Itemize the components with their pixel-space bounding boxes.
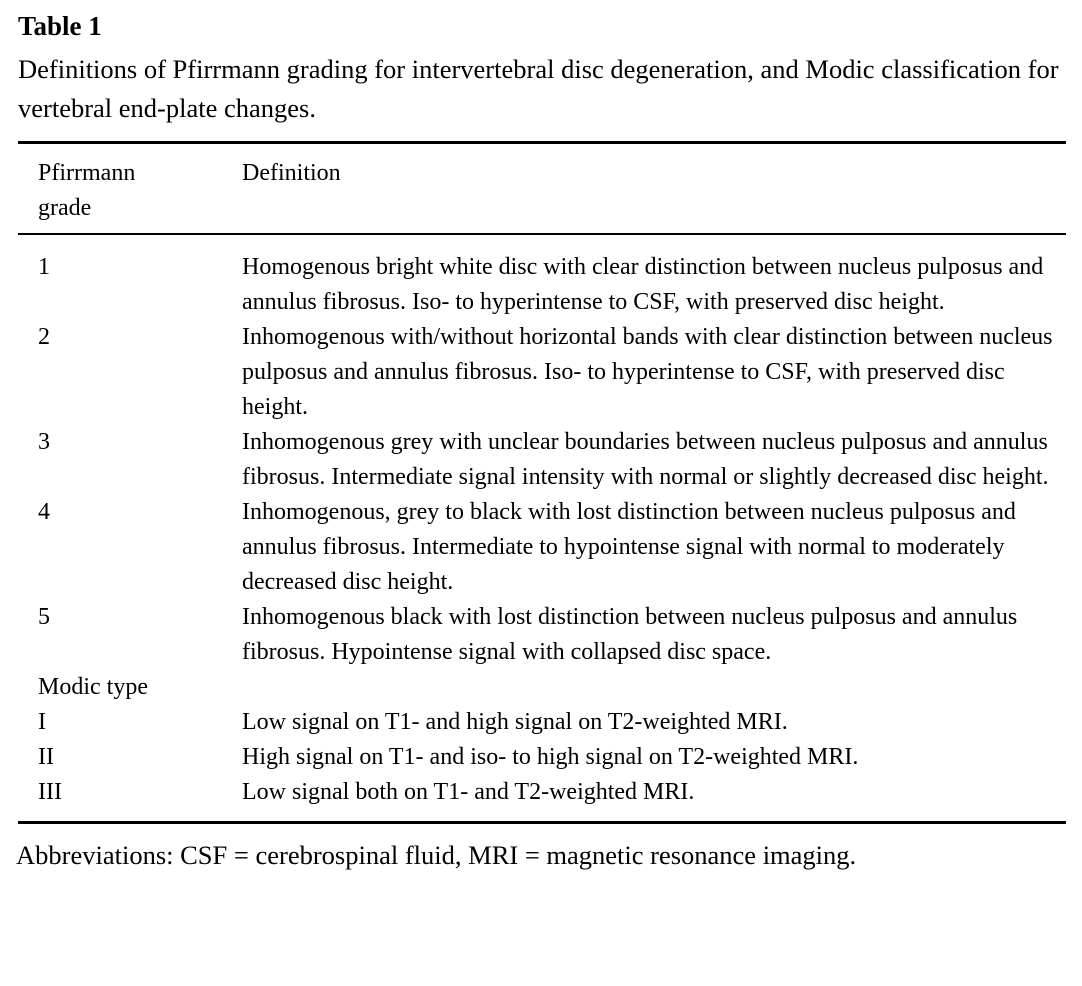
grade-cell: III [38, 779, 62, 805]
table-label: Table 1 [18, 11, 102, 41]
grade-cell: 5 [38, 604, 50, 630]
table-row [18, 775, 1066, 823]
table-header [18, 143, 1066, 235]
header-pfirrmann-grade [18, 143, 242, 235]
table-row [18, 495, 1066, 600]
grade-cell: Modic type [38, 674, 148, 700]
definition-cell: Low signal on T1- and high signal on T2-weighted MRI. [242, 709, 788, 735]
table-row [18, 600, 1066, 670]
header-definition: Definition [242, 143, 1066, 235]
table-row [18, 705, 1066, 740]
grade-cell: 4 [38, 499, 50, 525]
abbreviations-note: Abbreviations: CSF = cerebrospinal fluid, MRI = magnetic resonance imaging. [16, 840, 857, 870]
definition-cell: Homogenous bright white disc with clear distinction between nucleus pulposus and annulus fibrosus. Iso- to hyperintense to CSF, with preserved disc height. [242, 254, 1044, 315]
table-row [18, 234, 1066, 320]
table-row [18, 670, 1066, 705]
pfirrmann-modic-table [18, 141, 1066, 824]
grade-cell: II [38, 744, 54, 770]
header-pfirrmann-grade-label: Pfirrmann grade [38, 160, 136, 221]
definition-cell: Inhomogenous, grey to black with lost distinction between nucleus pulposus and annulus fibrosus. Intermediate to hypointense signal with normal to moderately decreased disc height. [242, 499, 1016, 595]
grade-cell: 1 [38, 254, 50, 280]
grade-cell: 2 [38, 324, 50, 350]
grade-cell: 3 [38, 429, 50, 455]
definition-cell [242, 670, 1066, 705]
table-body [18, 234, 1066, 823]
definition-cell: High signal on T1- and iso- to high signal on T2-weighted MRI. [242, 744, 859, 770]
grade-cell: I [38, 709, 46, 735]
table-caption: Definitions of Pfirrmann grading for intervertebral disc degeneration, and Modic classification for vertebral end-plate changes. [18, 54, 1059, 123]
definition-cell: Inhomogenous with/without horizontal bands with clear distinction between nucleus pulposus and annulus fibrosus. Iso- to hyperintense to CSF, with preserved disc height. [242, 324, 1053, 420]
table-row [18, 740, 1066, 775]
table-row [18, 425, 1066, 495]
table-row [18, 320, 1066, 425]
header-row [18, 143, 1066, 235]
definition-cell: Inhomogenous black with lost distinction between nucleus pulposus and annulus fibrosus. Hypointense signal with collapsed disc space. [242, 604, 1018, 665]
definition-cell: Inhomogenous grey with unclear boundaries between nucleus pulposus and annulus fibrosus. Intermediate signal intensity with normal or slightly decreased disc height. [242, 429, 1049, 490]
definition-cell: Low signal both on T1- and T2-weighted MRI. [242, 779, 695, 805]
